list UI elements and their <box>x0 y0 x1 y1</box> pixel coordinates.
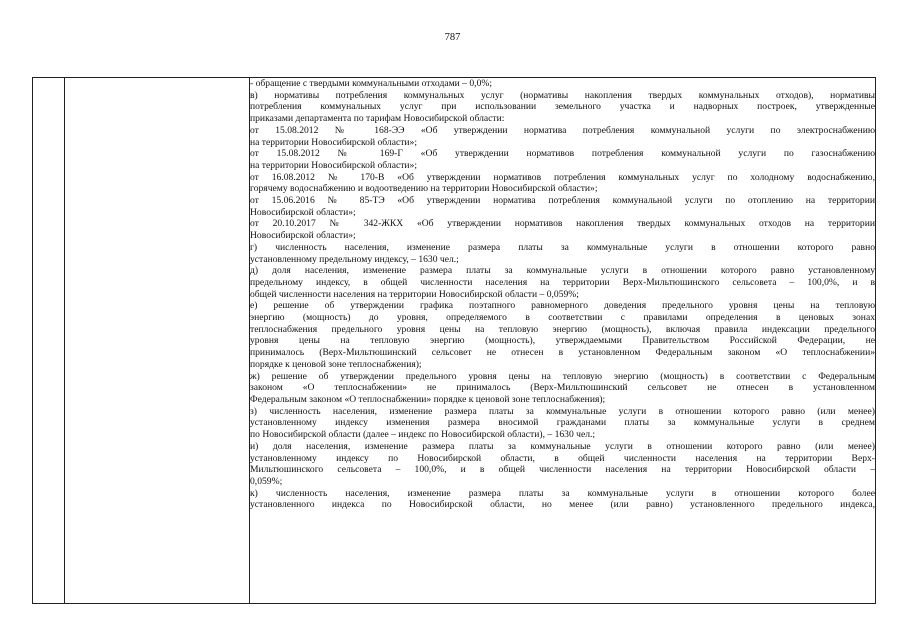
table-cell-number <box>33 78 65 604</box>
text-line: и) доля населения, изменение размера платы за коммунальные услуги в отношении которого равно (или менее) <box>250 440 875 452</box>
text-line: на территории Новосибирской области»; <box>250 136 418 148</box>
text-line: от 15.08.2012 № 169-Г «Об утверждении нормативов потребления коммунальной услуги по газоснабжению <box>250 148 875 160</box>
text-line: от 20.10.2017 № 342-ЖКХ «Об утверждении нормативов накопления твердых коммунальных отходов на территории <box>250 218 875 230</box>
text-line: в) нормативы потребления коммунальных услуг (нормативы накопления твердых коммунальных отходов), нормативы <box>250 89 875 101</box>
text-line: к) численность населения, изменение размера платы за коммунальные услуги в отношении которого более <box>250 487 875 499</box>
text-line: горячему водоснабжению и водоотведению на территории Новосибирской области»; <box>250 183 598 195</box>
text-line: установленному индексу изменения размера вносимой гражданами платы за коммунальные услуги в среднем <box>250 417 875 429</box>
text-line: установленному индексу по Новосибирской области, в общей численности населения на территории Верх- <box>250 452 875 464</box>
text-line: от 15.06.2016 № 85-ТЭ «Об утверждении норматива потребления коммунальной услуги по отоплению на территории <box>250 195 875 207</box>
table-cell-content <box>250 78 876 604</box>
text-line: з) численность населения, изменение размера платы за коммунальные услуги в отношении которого равно (или менее) <box>250 405 875 417</box>
document-table <box>32 77 876 604</box>
text-line: от 16.08.2012 № 170-В «Об утверждении нормативов потребления коммунальных услуг по холодному водоснабжению, <box>250 171 875 183</box>
text-line: общей численности населения на территории Новосибирской области – 0,059%; <box>250 288 579 300</box>
text-line: на территории Новосибирской области»; <box>250 159 418 171</box>
text-line: установленному предельному индексу, – 1630 чел.; <box>250 253 459 265</box>
page-number: 787 <box>444 32 461 43</box>
text-line: энергию (мощность) до уровня, определяемого в соответствии с правилами определения в ценовых зонах <box>250 312 875 324</box>
text-line: от 15.08.2012 № 168-ЭЭ «Об утверждении норматива потребления коммунальной услуги по электроснабжению <box>250 124 875 136</box>
text-line: принималось (Верх-Мильтюшинский сельсовет не отнесен в установленном Федеральным законом «О теплоснабжении» <box>250 347 875 359</box>
content-text <box>250 78 875 511</box>
text-line: теплоснабжения предельного уровня цены на тепловую энергию (мощность), включая правила индексации предельного <box>250 323 875 335</box>
text-line: ж) решение об утверждении предельного уровня цены на тепловую энергию (мощность) в соответствии с Федеральным <box>250 370 875 382</box>
text-line: Мильтюшинского сельсовета – 100,0%, и в общей численности населения на территории Новосибирской области – <box>250 464 875 476</box>
text-line: предельному индексу, в общей численности населения на территории Верх-Мильтюшинского сельсовета – 100,0%, и в <box>250 276 875 288</box>
text-line: установленного индекса по Новосибирской области, но менее (или равно) установленного предельного индекса, <box>250 499 875 511</box>
text-line: уровня цены на тепловую энергию (мощность), утверждаемыми Правительством Российской Федерации, не <box>250 335 875 347</box>
text-line: Новосибирской области»; <box>250 230 356 242</box>
text-line: е) решение об утверждении графика поэтапного равномерного доведения предельного уровня цены на тепловую <box>250 300 875 312</box>
text-line: порядке к ценовой зоне теплоснабжения); <box>250 358 422 370</box>
text-line: приказами департамента по тарифам Новосибирской области: <box>250 113 505 125</box>
table-cell-name <box>65 78 250 604</box>
text-line: по Новосибирской области (далее – индекс по Новосибирской области), – 1630 чел.; <box>250 429 596 441</box>
text-line: г) численность населения, изменение размера платы за коммунальные услуги в отношении которого равно <box>250 241 875 253</box>
text-line: 0,059%; <box>250 475 283 487</box>
table-row <box>33 78 876 604</box>
text-line: потребления коммунальных услуг при использовании земельного участка и надворных построек, утвержденные <box>250 101 875 113</box>
text-line: Новосибирской области»; <box>250 206 356 218</box>
text-line: законом «О теплоснабжении» не принималось (Верх-Мильтюшинский сельсовет не отнесен в установленном <box>250 382 875 394</box>
text-line: - обращение с твердыми коммунальными отходами – 0,0%; <box>250 78 493 89</box>
text-line: Федеральным законом «О теплоснабжении» порядке к ценовой зоне теплоснабжения); <box>250 393 606 405</box>
text-line: д) доля населения, изменение размера платы за коммунальные услуги в отношении которого равно установленному <box>250 265 875 277</box>
